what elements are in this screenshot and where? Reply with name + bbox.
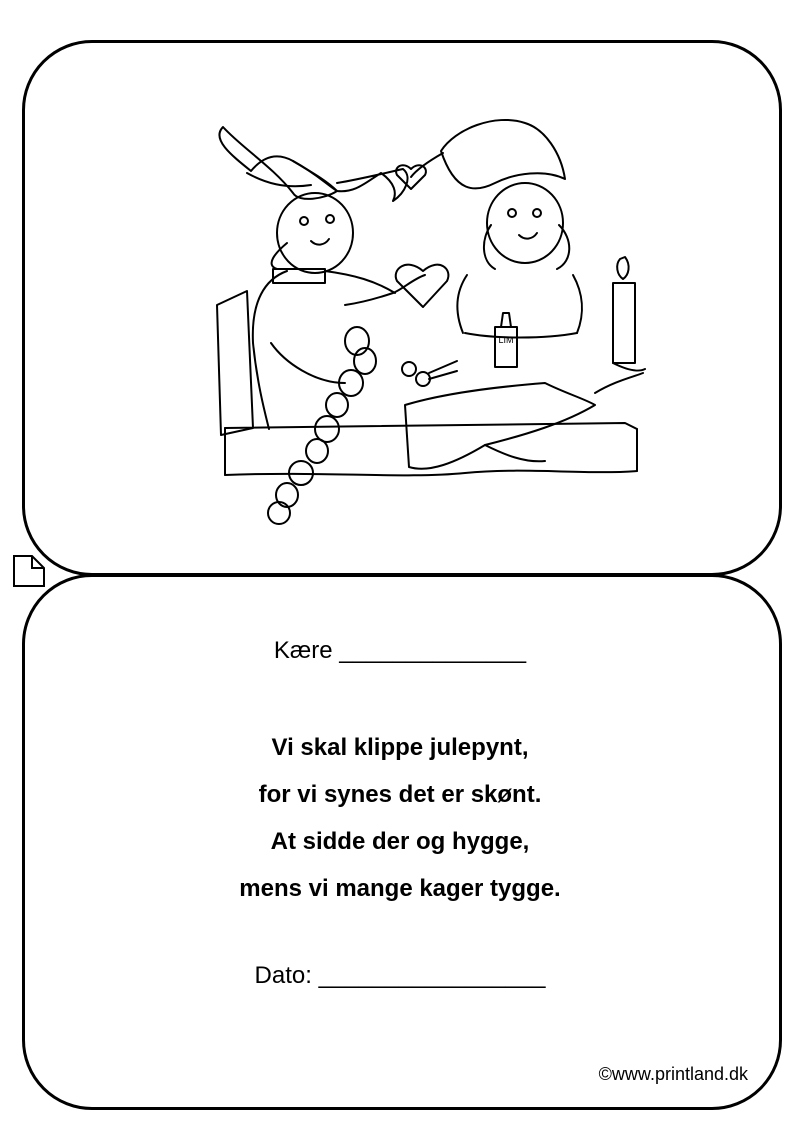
poem-line: Vi skal klippe julepynt, (271, 734, 529, 761)
date-blank: _________________ (318, 962, 546, 989)
chair (217, 291, 253, 435)
scissors (402, 361, 457, 386)
greeting-blank: ______________ (339, 637, 527, 664)
bottle-label: LIM (498, 335, 514, 345)
date-label: Dato: (254, 962, 312, 989)
glue-bottle (495, 313, 517, 367)
greeting-line (0, 637, 800, 665)
christmas-crafting-illustration (25, 43, 785, 579)
elf-hat (441, 120, 565, 189)
illustration-card (22, 40, 782, 576)
elf-body (253, 271, 287, 429)
elf-hat (219, 127, 337, 199)
poem-line: for vi synes det er skønt. (258, 781, 542, 808)
paper-heart (396, 265, 449, 307)
poem-line: At sidde der og hygge, (270, 828, 530, 855)
candle (595, 257, 645, 393)
date-line (0, 962, 800, 990)
page-fold-icon (10, 552, 48, 590)
greeting-label: Kære (273, 637, 333, 664)
poem-line: mens vi mange kager tygge. (239, 875, 561, 902)
copyright-text: ©www.printland.dk (598, 1064, 748, 1084)
elf-body (457, 275, 467, 333)
poem (0, 728, 800, 916)
